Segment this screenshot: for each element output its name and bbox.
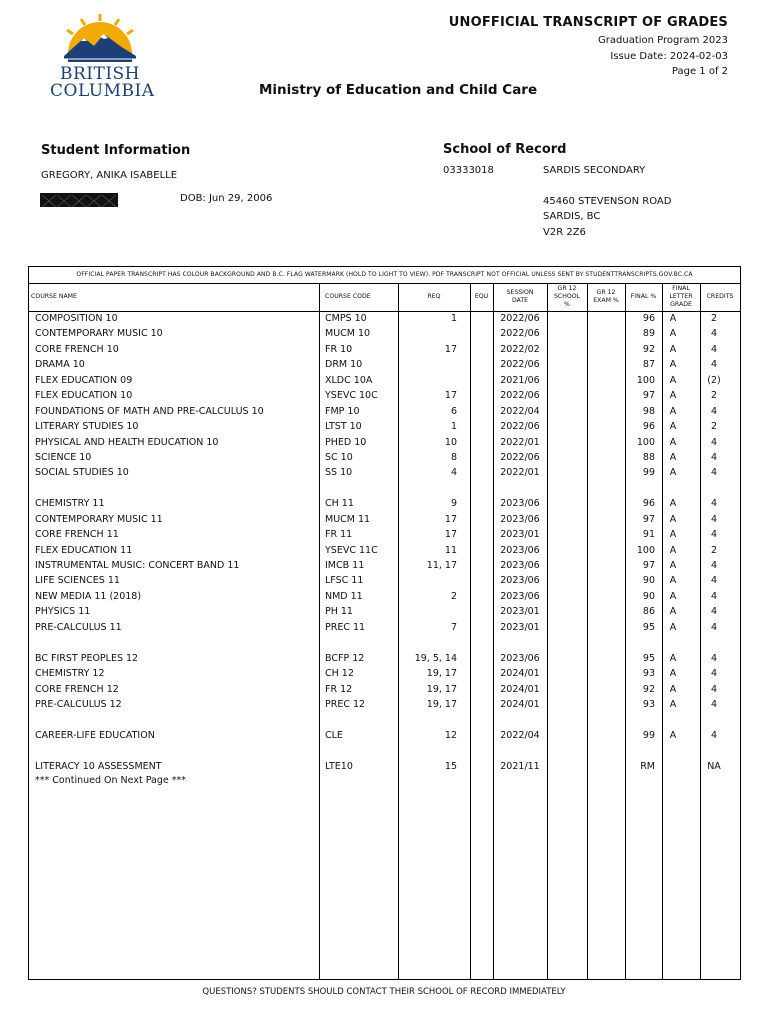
cell-final: RM: [640, 760, 655, 772]
cell-letter: A: [669, 560, 677, 571]
header-equ: EQU: [474, 293, 489, 300]
cell-letter: A: [669, 652, 677, 664]
cell-session: 2023/06: [500, 498, 540, 510]
cell-name: NEW MEDIA 11 (2018): [35, 590, 142, 602]
bc-logo: [50, 12, 155, 102]
cell-req: 17: [444, 529, 457, 541]
cell-session: 2023/06: [500, 513, 540, 525]
cell-name: CHEMISTRY 12: [35, 668, 105, 680]
table-row: [29, 388, 740, 403]
cell-letter: A: [669, 436, 677, 448]
cell-final: 100: [636, 544, 655, 556]
cell-name: COMPOSITION 10: [35, 313, 118, 324]
cell-letter: A: [669, 544, 677, 556]
cell-name: SOCIAL STUDIES 10: [35, 467, 129, 479]
cell-req: 11, 17: [426, 560, 457, 571]
student-name: GREGORY, ANIKA ISABELLE: [41, 170, 178, 181]
table-row: [29, 465, 740, 480]
table-row: [29, 419, 740, 434]
cell-code: PH 11: [325, 606, 353, 618]
cell-credits: 4: [710, 729, 718, 741]
cell-credits: 4: [710, 698, 718, 710]
cell-session: 2024/01: [500, 683, 540, 695]
cell-req: 7: [450, 621, 457, 633]
cell-code: PREC 11: [325, 621, 366, 633]
header-course-code: COURSE CODE: [325, 293, 371, 300]
course-rows: [29, 311, 740, 788]
cell-credits: 4: [710, 513, 718, 525]
cell-name: CORE FRENCH 10: [35, 343, 119, 355]
cell-name: CONTEMPORARY MUSIC 11: [35, 513, 163, 525]
cell-session: 2021/06: [500, 374, 540, 386]
cell-code: CH 12: [325, 668, 354, 680]
school-name: SARDIS SECONDARY: [543, 165, 646, 176]
table-row: [29, 435, 740, 450]
row-spacer: [29, 743, 740, 758]
table-row: [29, 357, 740, 372]
cell-req: 19, 17: [426, 698, 457, 710]
cell-credits: 4: [710, 575, 718, 587]
row-spacer: [29, 712, 740, 727]
cell-code: SC 10: [325, 451, 353, 463]
school-address-city: SARDIS, BC: [543, 211, 601, 222]
table-row: [29, 604, 740, 619]
table-row: [29, 527, 740, 542]
header-session-date: SESSION DATE: [506, 289, 534, 304]
header-gr12-school: GR 12 SCHOOL %: [553, 285, 581, 308]
cell-credits: 4: [710, 529, 718, 541]
header-course-name: COURSE NAME: [31, 293, 77, 300]
table-row: [29, 373, 740, 388]
cell-final: 92: [642, 343, 655, 355]
cell-final: 89: [642, 328, 655, 340]
cell-final: 99: [642, 729, 655, 741]
cell-session: 2022/06: [500, 328, 540, 340]
header-req: REQ: [427, 293, 441, 300]
cell-letter: A: [669, 343, 677, 355]
cell-code: FMP 10: [325, 405, 360, 417]
cell-name: PHYSICS 11: [35, 606, 91, 618]
cell-session: 2024/01: [500, 698, 540, 710]
cell-credits: 4: [710, 343, 718, 355]
continued-note: *** Continued On Next Page ***: [35, 775, 186, 787]
cell-code: PHED 10: [325, 436, 367, 448]
table-row: [29, 666, 740, 681]
cell-name: FLEX EDUCATION 11: [35, 544, 133, 556]
logo-text-columbia: COLUMBIA: [50, 81, 155, 101]
cell-name: DRAMA 10: [35, 359, 85, 371]
cell-credits: 4: [710, 498, 718, 510]
cell-name: FOUNDATIONS OF MATH AND PRE-CALCULUS 10: [35, 405, 264, 417]
cell-letter: A: [669, 575, 677, 587]
table-row: [29, 450, 740, 465]
cell-code: FR 11: [325, 529, 353, 541]
cell-req: 1: [450, 421, 457, 433]
cell-credits: (2): [707, 374, 721, 386]
school-address-street: 45460 STEVENSON ROAD: [543, 196, 672, 207]
table-row: [29, 543, 740, 558]
transcript-table: [28, 266, 741, 980]
cell-session: 2022/06: [500, 313, 540, 324]
cell-final: 86: [642, 606, 655, 618]
cell-code: YSEVC 10C: [325, 390, 378, 402]
cell-credits: 4: [710, 359, 718, 371]
table-row: [29, 496, 740, 511]
cell-req: 1: [450, 313, 457, 324]
cell-credits: 4: [710, 668, 718, 680]
cell-name: LIFE SCIENCES 11: [35, 575, 120, 587]
cell-final: 97: [642, 560, 655, 571]
table-row: [29, 589, 740, 604]
cell-letter: A: [669, 698, 677, 710]
cell-credits: NA: [707, 760, 721, 772]
cell-req: 11: [444, 544, 457, 556]
cell-req: 8: [450, 451, 457, 463]
cell-final: 96: [642, 313, 655, 324]
cell-code: SS 10: [325, 467, 353, 479]
cell-letter: A: [669, 668, 677, 680]
issue-date: Issue Date: 2024-02-03: [610, 51, 728, 62]
cell-final: 87: [642, 359, 655, 371]
cell-session: 2022/01: [500, 436, 540, 448]
cell-final: 98: [642, 405, 655, 417]
school-heading: School of Record: [443, 142, 567, 157]
cell-letter: A: [669, 590, 677, 602]
cell-final: 97: [642, 513, 655, 525]
cell-final: 95: [642, 652, 655, 664]
school-code: 03333018: [443, 165, 494, 176]
cell-code: BCFP 12: [325, 652, 365, 664]
cell-name: CORE FRENCH 11: [35, 529, 119, 541]
cell-letter: A: [669, 621, 677, 633]
cell-credits: 2: [710, 313, 718, 324]
cell-final: 91: [642, 529, 655, 541]
cell-name: PRE-CALCULUS 11: [35, 621, 122, 633]
cell-session: 2022/06: [500, 390, 540, 402]
cell-req: 17: [444, 390, 457, 402]
cell-final: 95: [642, 621, 655, 633]
cell-name: CAREER-LIFE EDUCATION: [35, 729, 155, 741]
cell-credits: 4: [710, 606, 718, 618]
cell-session: 2023/01: [500, 529, 540, 541]
cell-name: LITERARY STUDIES 10: [35, 421, 139, 433]
redaction-pattern-icon: [40, 194, 118, 208]
cell-letter: A: [669, 683, 677, 695]
footer-contact-note: QUESTIONS? STUDENTS SHOULD CONTACT THEIR SCHOOL OF RECORD IMMEDIATELY: [202, 987, 566, 997]
cell-credits: 4: [710, 621, 718, 633]
row-spacer: [29, 481, 740, 496]
cell-session: 2024/01: [500, 668, 540, 680]
cell-code: MUCM 11: [325, 513, 371, 525]
cell-final: 100: [636, 436, 655, 448]
cell-code: PREC 12: [325, 698, 366, 710]
cell-name: CORE FRENCH 12: [35, 683, 119, 695]
cell-final: 88: [642, 451, 655, 463]
table-row: [29, 697, 740, 712]
cell-credits: 4: [710, 683, 718, 695]
cell-req: 9: [450, 498, 457, 510]
table-row: [29, 651, 740, 666]
cell-credits: 2: [710, 390, 718, 402]
header-credits: CREDITS: [706, 293, 734, 300]
cell-name: PHYSICAL AND HEALTH EDUCATION 10: [35, 436, 219, 448]
cell-code: FR 12: [325, 683, 353, 695]
header-final-letter: FINAL LETTER GRADE: [669, 285, 693, 308]
cell-session: 2023/06: [500, 575, 540, 587]
cell-letter: A: [669, 606, 677, 618]
document-title: UNOFFICIAL TRANSCRIPT OF GRADES: [448, 15, 728, 30]
cell-code: CMPS 10: [325, 313, 367, 324]
cell-code: LTST 10: [325, 421, 362, 433]
cell-session: 2022/04: [500, 729, 540, 741]
cell-final: 97: [642, 390, 655, 402]
cell-req: 19, 17: [426, 683, 457, 695]
table-row: [29, 620, 740, 635]
table-row: [29, 682, 740, 697]
cell-code: CH 11: [325, 498, 354, 510]
cell-credits: 2: [710, 421, 718, 433]
cell-req: 12: [444, 729, 457, 741]
cell-session: 2022/01: [500, 467, 540, 479]
cell-code: NMD 11: [325, 590, 363, 602]
bc-logo-emblem-icon: [50, 12, 150, 62]
cell-session: 2021/11: [500, 760, 540, 772]
cell-credits: 2: [710, 544, 718, 556]
header-gr12-exam: GR 12 EXAM %: [593, 289, 619, 304]
cell-letter: A: [669, 529, 677, 541]
cell-letter: A: [669, 359, 677, 371]
transcript-notice: OFFICIAL PAPER TRANSCRIPT HAS COLOUR BACKGROUND AND B.C. FLAG WATERMARK (HOLD TO LIGHT TO VIEW). PDF TRANSCRIPT NOT OFFICIAL UNLESS SENT BY STUDENTTRANSCRIPTS.GOV.BC.CA: [29, 267, 740, 284]
cell-name: LITERACY 10 ASSESSMENT: [35, 760, 162, 772]
cell-code: CLE: [325, 729, 343, 741]
cell-name: SCIENCE 10: [35, 451, 92, 463]
cell-session: 2023/06: [500, 560, 540, 571]
cell-session: 2023/06: [500, 652, 540, 664]
cell-session: 2022/06: [500, 421, 540, 433]
school-address-postal: V2R 2Z6: [543, 227, 586, 238]
cell-credits: 4: [710, 560, 718, 571]
ministry-title: Ministry of Education and Child Care: [259, 82, 538, 98]
cell-req: 17: [444, 513, 457, 525]
cell-session: 2022/06: [500, 359, 540, 371]
redaction-block: [40, 193, 118, 207]
cell-name: INSTRUMENTAL MUSIC: CONCERT BAND 11: [35, 560, 240, 571]
cell-credits: 4: [710, 652, 718, 664]
cell-code: XLDC 10A: [325, 374, 373, 386]
cell-req: 4: [450, 467, 457, 479]
cell-session: 2023/01: [500, 621, 540, 633]
cell-req: 6: [450, 405, 457, 417]
cell-req: 17: [444, 343, 457, 355]
continued-note-row: [29, 774, 740, 788]
cell-final: 96: [642, 498, 655, 510]
table-row: [29, 728, 740, 743]
table-row: [29, 573, 740, 588]
cell-final: 99: [642, 467, 655, 479]
cell-final: 96: [642, 421, 655, 433]
cell-session: 2023/06: [500, 590, 540, 602]
cell-final: 92: [642, 683, 655, 695]
student-dob: DOB: Jun 29, 2006: [180, 193, 273, 204]
page-number: Page 1 of 2: [671, 66, 728, 77]
cell-letter: A: [669, 390, 677, 402]
cell-code: DRM 10: [325, 359, 363, 371]
cell-req: 15: [444, 760, 457, 772]
cell-letter: A: [669, 451, 677, 463]
table-row: [29, 311, 740, 326]
cell-final: 90: [642, 575, 655, 587]
cell-req: 10: [444, 436, 457, 448]
cell-letter: A: [669, 421, 677, 433]
cell-letter: A: [669, 313, 677, 324]
cell-letter: A: [669, 729, 677, 741]
cell-name: CONTEMPORARY MUSIC 10: [35, 328, 163, 340]
cell-final: 100: [636, 374, 655, 386]
table-row: [29, 404, 740, 419]
cell-letter: A: [669, 328, 677, 340]
cell-credits: 4: [710, 405, 718, 417]
cell-code: YSEVC 11C: [325, 544, 378, 556]
table-header: [29, 283, 740, 312]
cell-final: 90: [642, 590, 655, 602]
cell-name: FLEX EDUCATION 09: [35, 374, 133, 386]
cell-session: 2022/06: [500, 451, 540, 463]
cell-letter: A: [669, 467, 677, 479]
cell-session: 2023/06: [500, 544, 540, 556]
cell-final: 93: [642, 698, 655, 710]
cell-final: 93: [642, 668, 655, 680]
table-row: [29, 342, 740, 357]
cell-name: BC FIRST PEOPLES 12: [35, 652, 139, 664]
cell-session: 2022/04: [500, 405, 540, 417]
cell-session: 2023/01: [500, 606, 540, 618]
cell-req: 19, 17: [426, 668, 457, 680]
cell-letter: A: [669, 498, 677, 510]
cell-code: MUCM 10: [325, 328, 371, 340]
cell-code: LTE10: [325, 760, 353, 772]
cell-name: CHEMISTRY 11: [35, 498, 105, 510]
logo-text-british: BRITISH: [59, 64, 141, 84]
table-row: [29, 326, 740, 341]
cell-letter: A: [669, 405, 677, 417]
cell-credits: 4: [710, 451, 718, 463]
cell-credits: 4: [710, 590, 718, 602]
cell-name: PRE-CALCULUS 12: [35, 698, 122, 710]
table-row: [29, 759, 740, 774]
cell-letter: A: [669, 513, 677, 525]
cell-name: FLEX EDUCATION 10: [35, 390, 133, 402]
table-row: [29, 512, 740, 527]
cell-credits: 4: [710, 436, 718, 448]
cell-code: FR 10: [325, 343, 353, 355]
graduation-program: Graduation Program 2023: [598, 35, 728, 46]
cell-credits: 4: [710, 328, 718, 340]
student-info-heading: Student Information: [41, 143, 191, 158]
cell-code: LFSC 11: [325, 575, 364, 587]
row-spacer: [29, 635, 740, 650]
cell-letter: A: [669, 374, 677, 386]
cell-session: 2022/02: [500, 343, 540, 355]
cell-credits: 4: [710, 467, 718, 479]
table-row: [29, 558, 740, 573]
cell-req: 19, 5, 14: [414, 652, 457, 664]
header-final-percent: FINAL %: [630, 293, 657, 300]
cell-req: 2: [450, 590, 457, 602]
cell-code: IMCB 11: [325, 560, 365, 571]
